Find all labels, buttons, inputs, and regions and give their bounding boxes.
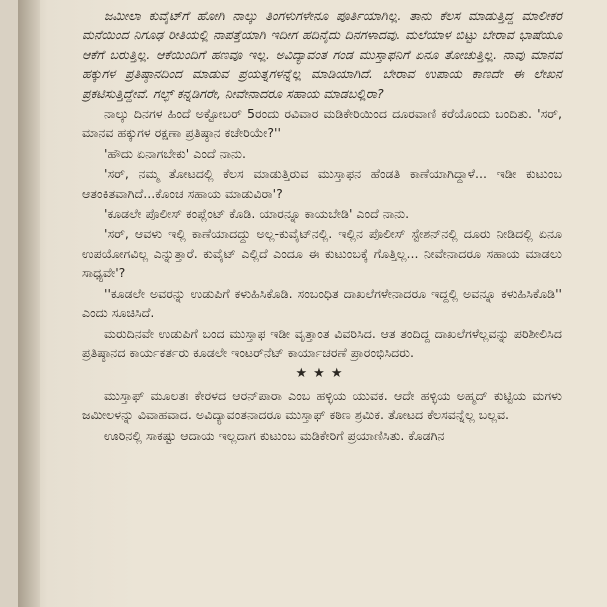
paragraph: 'ಸರ್, ಆವಳು ಇಲ್ಲಿ ಕಾಣೆಯಾದದ್ದು ಅಲ್ಲ-ಕುವೈಟ್‌ನಲ್ಲಿ. ಇಲ್ಲಿನ ಪೊಲೀಸ್ ಸ್ಟೇಶನ್‌ನಲ್ಲಿ ದೂರು ನೀಡಿದಲ್ಲಿ ಏನೂ ಉಪಯೋಗವಿಲ್ಲ ಎನ್ನುತ್ತಾರೆ. ಕುವೈಟ್ ಎಲ್ಲಿದೆ ಎಂದೂ ಈ ಕುಟುಂಬಕ್ಕೆ ಗೊತ್ತಿಲ್ಲ... ನೀವೇನಾದರೂ ಸಹಾಯ ಮಾಡಲು ಸಾಧ್ಯವೇ'? (82, 226, 562, 281)
intro-paragraph: ಜಮೀಲಾ ಕುವೈಟ್‌ಗೆ ಹೋಗಿ ನಾಲ್ಕು ತಿಂಗಳುಗಳೇನೂ ಪೂರ್ತಿಯಾಗಿಲ್ಲ. ತಾನು ಕೆಲಸ ಮಾಡುತ್ತಿದ್ದ ಮಾಲೀಕರ ಮನೆಯಿಂದ ನಿಗೂಢ ರೀತಿಯಲ್ಲಿ ನಾಪತ್ತೆಯಾಗಿ ಇದೀಗ ಹದಿನೈದು ದಿನಗಳಾದವು. ಮಲೆಯಾಳ ಬಿಟ್ಟು ಬೇರಾವ ಭಾಷೆಯೂ ಆಕೆಗೆ ಬರುತ್ತಿಲ್ಲ. ಆಕೆಯಿಂದಿಗೆ ಹಣವೂ ಇಲ್ಲ. ಅವಿದ್ಯಾವಂತ ಗಂಡ ಮುಸ್ತಾಫನಿಗೆ ಏನೂ ತೋಚುತ್ತಿಲ್ಲ. ನಾವು ಮಾನವ ಹಕ್ಕುಗಳ ಪ್ರತಿಷ್ಠಾನದಿಂದ ಮಾಡುವ ಪ್ರಯತ್ನಗಳನ್ನೆಲ್ಲ ಮಾಡಿಯಾಗಿದೆ. ಬೇರಾವ ಉಪಾಯ ಕಾಣದೇ ಈ ಲೇಖನ ಪ್ರಕಟಿಸುತ್ತಿದ್ದೇವೆ. ಗಲ್ಫ್ ಕನ್ನಡಿಗರೇ, ನೀವೇನಾದರೂ ಸಹಾಯ ಮಾಡಬಲ್ಲಿರಾ? (82, 8, 562, 101)
paragraph: ''ಕೂಡಲೇ ಅವರನ್ನು ಉಡುಪಿಗೆ ಕಳುಹಿಸಿಕೊಡಿ. ಸಂಬಂಧಿತ ದಾಖಲೆಗಳೇನಾದರೂ ಇದ್ದಲ್ಲಿ ಅವನ್ನೂ ಕಳುಹಿಸಿಕೊಡಿ'' ಎಂದು ಸೂಚಿಸಿದೆ. (82, 285, 562, 321)
paragraph: ಮುಸ್ತಾಫ್ ಮೂಲತಃ ಕೇರಳದ ಆರನ್‌ಪಾರಾ ಎಂಬ ಹಳ್ಳಿಯ ಯುವಕ. ಆದೇ ಹಳ್ಳಿಯ ಅಹ್ಮದ್ ಕುಟ್ಟಿಯ ಮಗಳು ಜಮೀಲಳನ್ನು ವಿವಾಹವಾದ. ಅವಿದ್ಯಾವಂತನಾದರೂ ಮುಸ್ತಾಫ್ ಕಠಿಣ ಶ್ರಮಿಕ. ತೋಟದ ಕೆಲಸವನ್ನೆಲ್ಲ ಬಲ್ಲವ. (82, 387, 562, 423)
paragraph: ಊರಿನಲ್ಲಿ ಸಾಕಷ್ಟು ಆದಾಯ ಇಲ್ಲದಾಗ ಕುಟುಂಬ ಮಡಿಕೇರಿಗೆ ಪ್ರಯಾಣಿಸಿತು. ಕೊಡಗಿನ (104, 427, 445, 443)
paragraph: 'ಹೌದು ಏನಾಗಬೇಕು' ಎಂದೆ ನಾನು. (104, 145, 247, 161)
paragraph: 'ಸರ್, ನಮ್ಮ ತೋಟದಲ್ಲಿ ಕೆಲಸ ಮಾಡುತ್ತಿರುವ ಮುಸ್ತಾಫನ ಹೆಂಡತಿ ಕಾಣೆಯಾಗಿದ್ದಾಳೆ... ಇಡೀ ಕುಟುಂಬ ಆತಂಕಿತವಾಗಿದೆ...ಕೊಂಚ ಸಹಾಯ ಮಾಡುವಿರಾ'? (82, 166, 562, 201)
paragraph: ಮರುದಿನವೇ ಉಡುಪಿಗೆ ಬಂದ ಮುಸ್ತಾಫ ಇಡೀ ವೃತ್ತಾಂತ ವಿವರಿಸಿದ. ಆತ ತಂದಿದ್ದ ದಾಖಲೆಗಳೆಲ್ಲವನ್ನು ಪರಿಶೀಲಿಸಿದ ಪ್ರತಿಷ್ಠಾನದ ಕಾರ್ಯಕರ್ತರು ಕೂಡಲೇ ಇಂಟರ್‌ನೆಟ್ ಕಾರ್ಯಾಚರಣೆ ಪ್ರಾರಂಭಿಸಿದರು. (82, 325, 562, 360)
book-page (18, 0, 607, 607)
page-gutter-shadow (18, 0, 40, 607)
page-text (82, 6, 562, 446)
paragraph: ನಾಲ್ಕು ದಿನಗಳ ಹಿಂದೆ ಅಕ್ಟೋಬರ್ 5ರಂದು ರವಿವಾರ ಮಡಿಕೇರಿಯಿಂದ ದೂರವಾಣಿ ಕರೆಯೊಂದು ಬಂದಿತು. 'ಸರ್, ಮಾನವ ಹಕ್ಕುಗಳ ರಕ್ಷಣಾ ಪ್ರತಿಷ್ಠಾನ ಕಚೇರಿಯೇ?'' (82, 106, 562, 141)
section-separator: ★★★ (295, 366, 349, 382)
paragraph: 'ಕೂಡಲೇ ಪೊಲೀಸ್ ಕಂಪ್ಲೆಂಟ್ ಕೊಡಿ. ಯಾರನ್ನೂ ಕಾಯಬೇಡಿ' ಎಂದೆ ನಾನು. (104, 206, 410, 222)
